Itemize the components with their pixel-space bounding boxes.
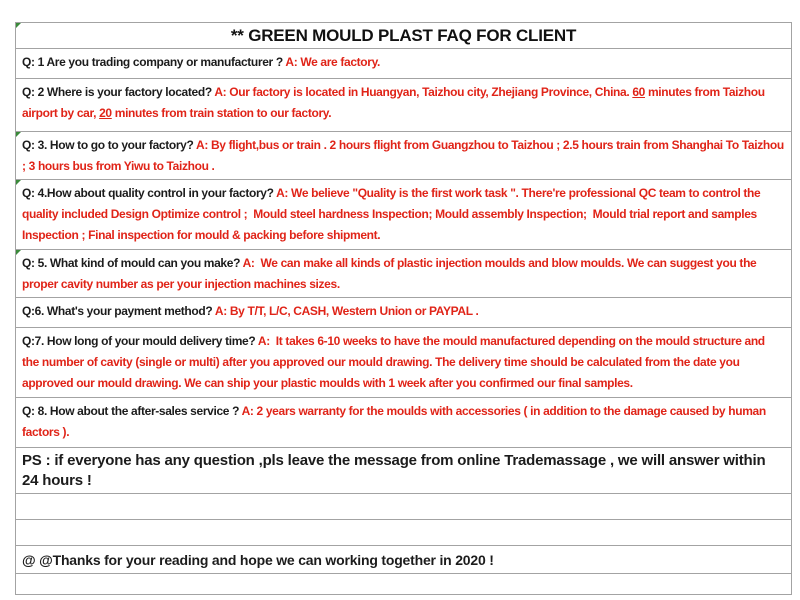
faq-row — [16, 49, 791, 79]
note-text: @ @Thanks for your reading and hope we can working together in 2020 ! — [22, 552, 494, 568]
question-text: Q: 8. How about the after-sales service ? — [22, 404, 242, 418]
note-row — [16, 546, 791, 574]
cell-corner-marker — [16, 250, 21, 255]
answer-text: minutes from Taizhou airport by car, — [22, 85, 768, 120]
answer-text: A: We believe "Quality is the first work task ". There're professional QC team to control the quality included Design Optimize control ; Mould steel hardness Inspection; Mould assembly Inspection; Mould trial report and samples Inspection ; Final inspection for mould & packing before shipment. — [22, 186, 764, 242]
question-text: Q: 2 Where is your factory located? — [22, 85, 215, 99]
answer-text: A: 2 years warranty for the moulds with accessories ( in addition to the damage caused by human factors ). — [22, 404, 769, 439]
question-text: Q: 4.How about quality control in your factory? — [22, 186, 277, 200]
empty-row — [16, 574, 791, 594]
answer-text: A: Our factory is located in Huangyan, Taizhou city, Zhejiang Province, China. — [214, 85, 633, 99]
cell-corner-marker — [16, 23, 21, 28]
faq-rows — [16, 49, 791, 594]
faq-row — [16, 79, 791, 132]
question-text: Q: 5. What kind of mould can you make? — [22, 256, 243, 270]
answer-text: 20 — [99, 106, 112, 120]
empty-row — [16, 494, 791, 520]
faq-row — [16, 180, 791, 250]
table-title-row — [16, 23, 791, 49]
faq-row — [16, 398, 791, 448]
answer-text: A: We can make all kinds of plastic injection moulds and blow moulds. We can suggest you the proper cavity number as per your injection machines sizes. — [22, 256, 760, 291]
question-text: Q:6. What's your payment method? — [22, 304, 215, 318]
answer-text: 60 — [632, 85, 645, 99]
question-text: Q:7. How long of your mould delivery time? — [22, 334, 258, 348]
answer-text: minutes from train station to our factory. — [111, 106, 332, 120]
note-row — [16, 448, 791, 494]
answer-text: A: By T/T, L/C, CASH, Western Union or PAYPAL . — [214, 304, 479, 318]
question-text: Q: 3. How to go to your factory? — [22, 138, 197, 152]
faq-table — [15, 22, 792, 595]
faq-row — [16, 328, 791, 398]
cell-corner-marker — [16, 180, 21, 185]
answer-text: A: By flight,bus or train . 2 hours flight from Guangzhou to Taizhou ; 2.5 hours train from Shanghai To Taizhou ; 3 hours bus from Yiwu to Taizhou . — [22, 138, 787, 173]
faq-row — [16, 132, 791, 180]
faq-row — [16, 250, 791, 298]
faq-row — [16, 298, 791, 328]
cell-corner-marker — [16, 132, 21, 137]
page-title: ** GREEN MOULD PLAST FAQ FOR CLIENT — [230, 25, 577, 45]
answer-text: A: We are factory. — [285, 55, 381, 69]
question-text: Q: 1 Are you trading company or manufacturer ? — [22, 55, 286, 69]
note-text: PS : if everyone has any question ,pls leave the message from online Trademassage , we will answer within 24 hours ! — [22, 452, 774, 489]
answer-text: A: It takes 6-10 weeks to have the mould manufactured depending on the mould structure and the number of cavity (single or multi) after you approved our mould drawing. The delivery time should be calculated from the date you approved our mould drawing. We can ship your plastic moulds with 1 week after you confirmed our final samples. — [22, 334, 768, 390]
empty-row — [16, 520, 791, 546]
